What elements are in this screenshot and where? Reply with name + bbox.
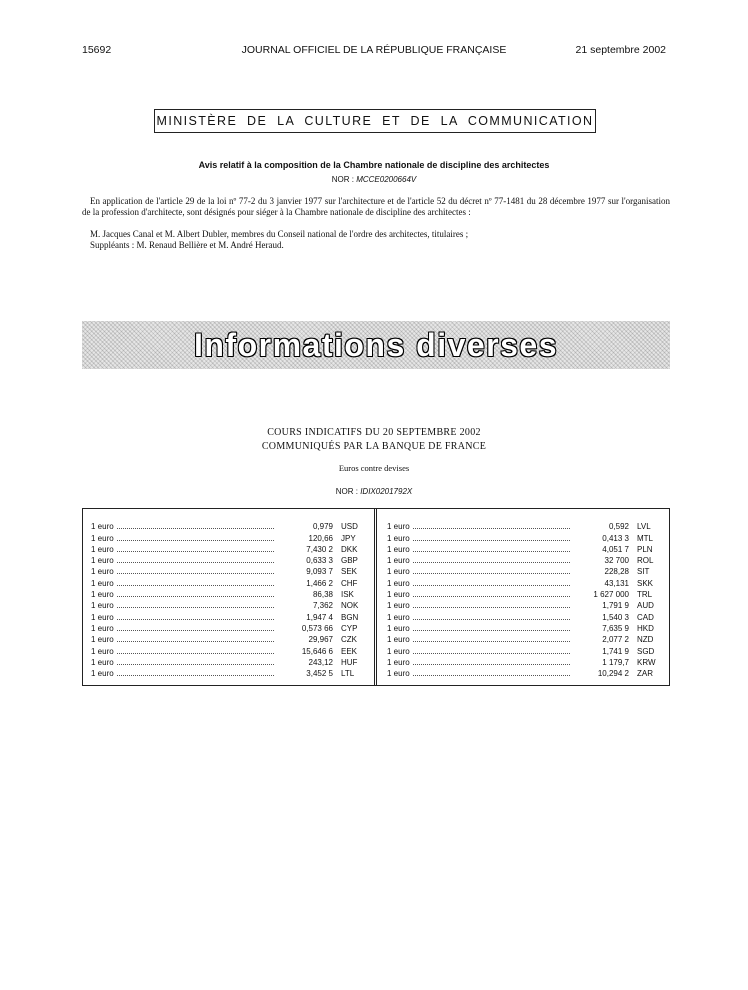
rate-unit: 1 euro	[91, 646, 114, 656]
leader-dots	[413, 607, 570, 608]
issue-date: 21 septembre 2002	[575, 44, 666, 56]
currency-code: JPY	[341, 533, 356, 543]
rate-row	[387, 555, 659, 566]
leader-dots	[117, 619, 274, 620]
rate-value: 1,466 2	[306, 578, 333, 588]
leader-dots	[413, 540, 570, 541]
rate-row	[91, 657, 363, 668]
rate-value: 7,430 2	[306, 544, 333, 554]
rate-value: 120,66	[308, 533, 333, 543]
currency-code: DKK	[341, 544, 358, 554]
currency-code: CZK	[341, 635, 357, 645]
rate-row	[91, 555, 363, 566]
rate-unit: 1 euro	[91, 544, 114, 554]
leader-dots	[413, 641, 570, 642]
rate-row	[91, 645, 363, 656]
leader-dots	[117, 641, 274, 642]
rate-unit: 1 euro	[91, 601, 114, 611]
currency-code: SGD	[637, 646, 655, 656]
rate-row	[387, 577, 659, 588]
currency-code: KRW	[637, 657, 656, 667]
rate-row	[91, 566, 363, 577]
rate-value: 7,362	[312, 601, 333, 611]
rate-unit: 1 euro	[91, 578, 114, 588]
rate-value: 10,294 2	[597, 669, 629, 679]
rate-value: 7,635 9	[602, 623, 629, 633]
currency-code: NOK	[341, 601, 359, 611]
avis-nor-label: NOR :	[331, 175, 354, 184]
rate-unit: 1 euro	[387, 612, 410, 622]
rate-unit: 1 euro	[387, 567, 410, 577]
rate-value: 32 700	[604, 556, 629, 566]
leader-dots	[413, 562, 570, 563]
rate-row	[387, 668, 659, 679]
rate-row	[387, 657, 659, 668]
rate-value: 86,38	[312, 590, 333, 600]
avis-paragraph-2: M. Jacques Canal et M. Albert Dubler, membres du Conseil national de l'ordre des architectes, titulaires ;	[90, 229, 469, 239]
rate-row	[91, 532, 363, 543]
leader-dots	[117, 607, 274, 608]
currency-code: AUD	[637, 601, 654, 611]
cours-subtitle: Euros contre devises	[338, 463, 410, 473]
rate-unit: 1 euro	[387, 635, 410, 645]
banner-title: Informations diverses	[193, 327, 559, 363]
rate-unit: 1 euro	[387, 601, 410, 611]
rate-row	[91, 544, 363, 555]
leader-dots	[117, 540, 274, 541]
avis-nor-code: MCCE0200664V	[356, 175, 417, 184]
currency-code: HUF	[341, 657, 358, 667]
rate-value: 1 179,7	[602, 657, 629, 667]
rate-row	[387, 532, 659, 543]
leader-dots	[117, 675, 274, 676]
leader-dots	[413, 528, 570, 529]
rate-unit: 1 euro	[387, 590, 410, 600]
leader-dots	[413, 619, 570, 620]
rate-unit: 1 euro	[91, 556, 114, 566]
currency-code: CHF	[341, 578, 358, 588]
rate-value: 1,947 4	[306, 612, 333, 622]
rate-row	[387, 634, 659, 645]
rates-column-left	[91, 521, 363, 679]
avis-title: Avis relatif à la composition de la Chambre nationale de discipline des architectes	[198, 160, 550, 170]
leader-dots	[117, 596, 274, 597]
rate-value: 243,12	[308, 657, 333, 667]
rates-column-right	[387, 521, 659, 679]
currency-code: ZAR	[637, 669, 653, 679]
leader-dots	[117, 630, 274, 631]
leader-dots	[117, 653, 274, 654]
rate-unit: 1 euro	[387, 669, 410, 679]
rate-row	[387, 521, 659, 532]
rate-row	[387, 544, 659, 555]
rate-unit: 1 euro	[91, 657, 114, 667]
rate-row	[91, 668, 363, 679]
leader-dots	[413, 585, 570, 586]
leader-dots	[117, 562, 274, 563]
currency-code: EEK	[341, 646, 358, 656]
avis-paragraph-1: En application de l'article 29 de la loi nº 77-2 du 3 janvier 1977 sur l'architecture et de l'article 52 du décret nº 77-1481 du 28 décembre 1977 sur l'organisation de la profession d'architecte, sont désignés pour siéger à la Chambre nationale de discipline des architectes :	[82, 196, 670, 217]
rate-unit: 1 euro	[91, 612, 114, 622]
cours-nor-label: NOR :	[335, 487, 358, 496]
rate-unit: 1 euro	[387, 623, 410, 633]
leader-dots	[413, 653, 570, 654]
rate-value: 15,646 6	[301, 646, 333, 656]
cours-title-line-1: COURS INDICATIFS DU 20 SEPTEMBRE 2002	[267, 427, 481, 438]
leader-dots	[117, 573, 274, 574]
rate-value: 1,540 3	[602, 612, 629, 622]
currency-code: PLN	[637, 544, 653, 554]
avis-paragraph-3: Suppléants : M. Renaud Bellière et M. André Heraud.	[90, 240, 284, 250]
ministry-heading: MINISTÈRE DE LA CULTURE ET DE LA COMMUNICATION	[154, 109, 596, 133]
rate-value: 43,131	[604, 578, 629, 588]
leader-dots	[413, 573, 570, 574]
rate-row	[91, 634, 363, 645]
rate-value: 1 627 000	[593, 590, 629, 600]
rate-unit: 1 euro	[387, 522, 410, 532]
rate-unit: 1 euro	[91, 522, 114, 532]
page-number: 15692	[82, 44, 112, 56]
leader-dots	[413, 630, 570, 631]
currency-code: LVL	[637, 522, 651, 532]
rate-value: 0,979	[312, 522, 333, 532]
currency-code: NZD	[637, 635, 654, 645]
rate-value: 2,077 2	[602, 635, 629, 645]
rate-row	[91, 577, 363, 588]
rate-value: 228,28	[604, 567, 629, 577]
leader-dots	[117, 551, 274, 552]
rate-value: 1,741 9	[602, 646, 629, 656]
leader-dots	[413, 551, 570, 552]
currency-code: SKK	[637, 578, 654, 588]
rate-row	[387, 611, 659, 622]
rate-row	[387, 589, 659, 600]
rate-row	[387, 566, 659, 577]
rate-unit: 1 euro	[387, 646, 410, 656]
leader-dots	[117, 585, 274, 586]
currency-code: MTL	[637, 533, 653, 543]
rate-unit: 1 euro	[91, 590, 114, 600]
leader-dots	[413, 664, 570, 665]
rate-unit: 1 euro	[387, 556, 410, 566]
rate-unit: 1 euro	[91, 623, 114, 633]
leader-dots	[117, 528, 274, 529]
currency-code: SIT	[637, 567, 650, 577]
table-divider	[374, 509, 377, 685]
rate-value: 0,633 3	[306, 556, 333, 566]
rate-unit: 1 euro	[387, 578, 410, 588]
rate-unit: 1 euro	[387, 544, 410, 554]
cours-title-line-2: COMMUNIQUÉS PAR LA BANQUE DE FRANCE	[261, 441, 487, 452]
currency-code: HKD	[637, 623, 654, 633]
rate-row	[91, 589, 363, 600]
rate-unit: 1 euro	[387, 657, 410, 667]
rate-value: 0,413 3	[602, 533, 629, 543]
rate-row	[387, 645, 659, 656]
leader-dots	[413, 596, 570, 597]
currency-code: SEK	[341, 567, 358, 577]
currency-code: CYP	[341, 623, 358, 633]
currency-code: USD	[341, 522, 358, 532]
rate-unit: 1 euro	[91, 533, 114, 543]
currency-code: TRL	[637, 590, 653, 600]
rate-unit: 1 euro	[387, 533, 410, 543]
currency-code: ISK	[341, 590, 354, 600]
rate-row	[91, 611, 363, 622]
rate-value: 9,093 7	[306, 567, 333, 577]
rate-value: 3,452 5	[306, 669, 333, 679]
rate-row	[91, 521, 363, 532]
currency-code: BGN	[341, 612, 359, 622]
rate-unit: 1 euro	[91, 669, 114, 679]
rate-row	[387, 623, 659, 634]
avis-nor	[0, 175, 748, 184]
leader-dots	[413, 675, 570, 676]
rate-value: 1,791 9	[602, 601, 629, 611]
currency-code: ROL	[637, 556, 654, 566]
journal-title: JOURNAL OFFICIEL DE LA RÉPUBLIQUE FRANÇAISE	[241, 44, 507, 56]
rate-value: 0,592	[608, 522, 629, 532]
rate-value: 29,967	[308, 635, 333, 645]
leader-dots	[117, 664, 274, 665]
rate-row	[91, 600, 363, 611]
currency-code: LTL	[341, 669, 355, 679]
currency-code: GBP	[341, 556, 358, 566]
rate-value: 4,051 7	[602, 544, 629, 554]
rate-unit: 1 euro	[91, 635, 114, 645]
currency-code: CAD	[637, 612, 654, 622]
rate-row	[91, 623, 363, 634]
cours-nor	[0, 487, 748, 496]
rate-row	[387, 600, 659, 611]
exchange-rates-table	[82, 508, 670, 686]
cours-nor-code: IDIX0201792X	[360, 487, 413, 496]
section-banner	[82, 321, 670, 369]
rate-value: 0,573 66	[301, 623, 333, 633]
rate-unit: 1 euro	[91, 567, 114, 577]
